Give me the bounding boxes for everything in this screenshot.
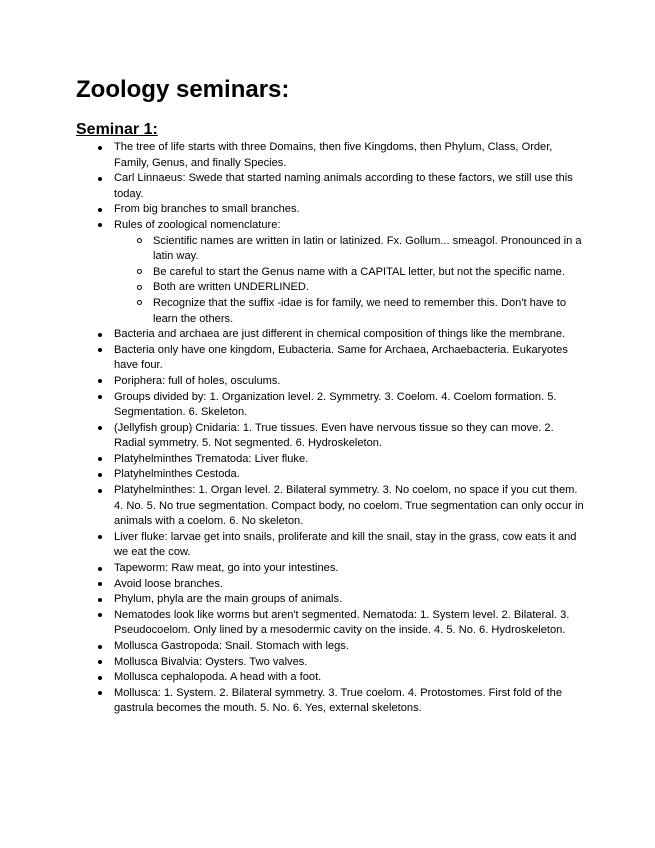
list-item: Nematodes look like worms but aren't segmented. Nematoda: 1. System level. 2. Bilateral. 3. Pseudocoelom. Only lined by a mesodermic cavity on the inside. 4. 5. No. 6. Hydroskeleton.	[114, 608, 584, 639]
list-item: The tree of life starts with three Domains, then five Kingdoms, then Phylum, Class, Order, Family, Genus, and finally Species.	[114, 140, 584, 171]
seminar-notes-list	[114, 140, 584, 717]
list-item-nomenclature	[114, 218, 584, 327]
list-item: Mollusca cephalopoda. A head with a foot.	[114, 670, 584, 686]
sublist-item: Both are written UNDERLINED.	[153, 280, 584, 296]
list-item: Bacteria and archaea are just different in chemical composition of things like the membrane.	[114, 327, 584, 343]
list-item: Carl Linnaeus: Swede that started naming animals according to these factors, we still use this today.	[114, 171, 584, 202]
list-item: Platyhelminthes Cestoda.	[114, 467, 584, 483]
list-item: Mollusca Gastropoda: Snail. Stomach with legs.	[114, 639, 584, 655]
nomenclature-rules-sublist	[114, 234, 584, 328]
list-item: Platyhelminthes Trematoda: Liver fluke.	[114, 452, 584, 468]
list-item: Mollusca: 1. System. 2. Bilateral symmetry. 3. True coelom. 4. Protostomes. First fold of the gastrula becomes the mouth. 5. No. 6. Yes, external skeletons.	[114, 686, 584, 717]
list-item: Poriphera: full of holes, osculums.	[114, 374, 584, 390]
list-item: Liver fluke: larvae get into snails, proliferate and kill the snail, stay in the grass, cow eats it and we eat the cow.	[114, 530, 584, 561]
list-item: From big branches to small branches.	[114, 202, 584, 218]
sublist-item: Be careful to start the Genus name with a CAPITAL letter, but not the specific name.	[153, 265, 584, 281]
list-item: Avoid loose branches.	[114, 577, 584, 593]
list-item: Groups divided by: 1. Organization level. 2. Symmetry. 3. Coelom. 4. Coelom formation. 5. Segmentation. 6. Skeleton.	[114, 390, 584, 421]
list-item-text: Rules of zoological nomenclature:	[114, 218, 281, 231]
list-item: Mollusca Bivalvia: Oysters. Two valves.	[114, 655, 584, 671]
list-item: Phylum, phyla are the main groups of animals.	[114, 592, 584, 608]
list-item: Platyhelminthes: 1. Organ level. 2. Bilateral symmetry. 3. No coelom, no space if you cut them. 4. No. 5. No true segmentation. Compact body, no coelom. True segmentation can only occur in animals with a coelom. 6. No skeleton.	[114, 483, 584, 530]
list-item: Tapeworm: Raw meat, go into your intestines.	[114, 561, 584, 577]
list-item: (Jellyfish group) Cnidaria: 1. True tissues. Even have nervous tissue so they can move. 2. Radial symmetry. 5. Not segmented. 6. Hydroskeleton.	[114, 421, 584, 452]
section-heading-seminar-1: Seminar 1:	[76, 121, 158, 138]
sublist-item: Recognize that the suffix -idae is for family, we need to remember this. Don't have to learn the others.	[153, 296, 584, 327]
list-item: Bacteria only have one kingdom, Eubacteria. Same for Archaea, Archaebacteria. Eukaryotes have four.	[114, 343, 584, 374]
sublist-item: Scientific names are written in latin or latinized. Fx. Gollum... smeagol. Pronounced in a latin way.	[153, 234, 584, 265]
page-title: Zoology seminars:	[76, 76, 290, 103]
